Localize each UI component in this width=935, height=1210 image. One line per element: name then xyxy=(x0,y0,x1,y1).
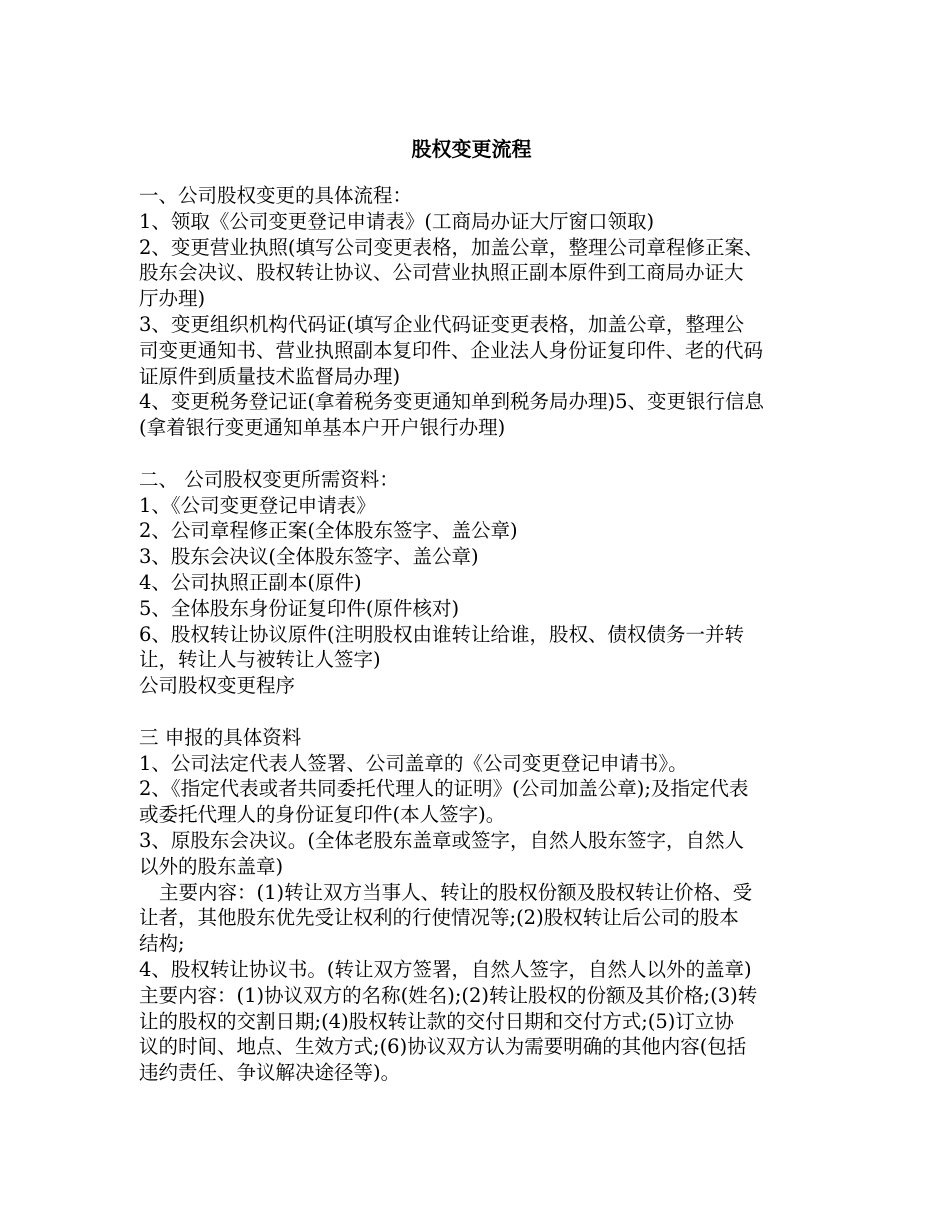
text-line: 结构; xyxy=(139,932,185,956)
text-line: 3、变更组织机构代码证(填写企业代码证变更表格，加盖公章，整理公 xyxy=(139,312,745,336)
text-line: 1、领取《公司变更登记申请表》(工商局办证大厅窗口领取) xyxy=(139,209,655,233)
text-line: 5、全体股东身份证复印件(原件核对) xyxy=(139,596,460,620)
text-line: 4、公司执照正副本(原件) xyxy=(139,570,362,594)
text-line: 三 申报的具体资料 xyxy=(139,725,302,749)
text-line: 主要内容：(1)协议双方的名称(姓名);(2)转让股权的份额及其价格;(3)转 xyxy=(139,983,758,1007)
blank-line xyxy=(139,441,804,467)
text-line: 2、公司章程修正案(全体股东签字、盖公章) xyxy=(139,519,518,543)
text-line: 1、《公司变更登记申请表》 xyxy=(139,493,376,517)
text-line: 证原件到质量技术监督局办理) xyxy=(139,364,401,388)
text-line: 让的股权的交割日期;(4)股权转让款的交付日期和交付方式;(5)订立协 xyxy=(139,1009,734,1033)
text-line: 3、股东会决议(全体股东签字、盖公章) xyxy=(139,545,479,569)
text-line: 公司股权变更程序 xyxy=(139,674,296,698)
text-line: 2、变更营业执照(填写公司变更表格，加盖公章，整理公司章程修正案、 xyxy=(139,235,764,259)
document-title: 股权变更流程 xyxy=(411,137,532,161)
text-line: 二、 公司股权变更所需资料： xyxy=(139,467,399,491)
text-line: 一、公司股权变更的具体流程： xyxy=(139,184,413,207)
text-line: 1、公司法定代表人签署、公司盖章的《公司变更登记申请书》。 xyxy=(139,751,688,775)
text-line: 股东会决议、股权转让协议、公司营业执照正副本原件到工商局办证大 xyxy=(139,261,744,285)
text-line: (拿着银行变更通知单基本户开户银行办理) xyxy=(139,416,506,440)
text-line: 2、《指定代表或者共同委托代理人的证明》(公司加盖公章);及指定代表 xyxy=(139,777,749,801)
document-page xyxy=(139,135,804,1086)
text-line: 以外的股东盖章) xyxy=(139,854,284,878)
text-line: 让，转让人与被转让人签字) xyxy=(139,648,381,672)
text-line: 6、股权转让协议原件(注明股权由谁转让给谁，股权、债权债务一并转 xyxy=(139,622,745,646)
text-line: 3、原股东会决议。(全体老股东盖章或签字，自然人股东签字，自然人 xyxy=(139,828,745,852)
text-line: 主要内容：(1)转让双方当事人、转让的股权份额及股权转让价格、受 xyxy=(159,880,753,904)
text-line: 4、股权转让协议书。(转让双方签署，自然人签字，自然人以外的盖章) xyxy=(139,957,752,981)
text-line: 司变更通知书、营业执照副本复印件、企业法人身份证复印件、老的代码 xyxy=(139,338,764,362)
document-body xyxy=(139,183,804,1086)
text-line: 违约责任、争议解决途径等)。 xyxy=(139,1061,401,1085)
text-line: 让者，其他股东优先受让权利的行使情况等;(2)股权转让后公司的股本 xyxy=(139,906,739,930)
text-line: 4、变更税务登记证(拿着税务变更通知单到税务局办理)5、变更银行信息 xyxy=(139,390,765,414)
text-line: 议的时间、地点、生效方式;(6)协议双方认为需要明确的其他内容(包括 xyxy=(139,1035,747,1059)
blank-line xyxy=(139,699,804,725)
text-line: 厅办理) xyxy=(139,287,206,311)
text-line: 或委托代理人的身份证复印件(本人签字)。 xyxy=(139,803,506,827)
